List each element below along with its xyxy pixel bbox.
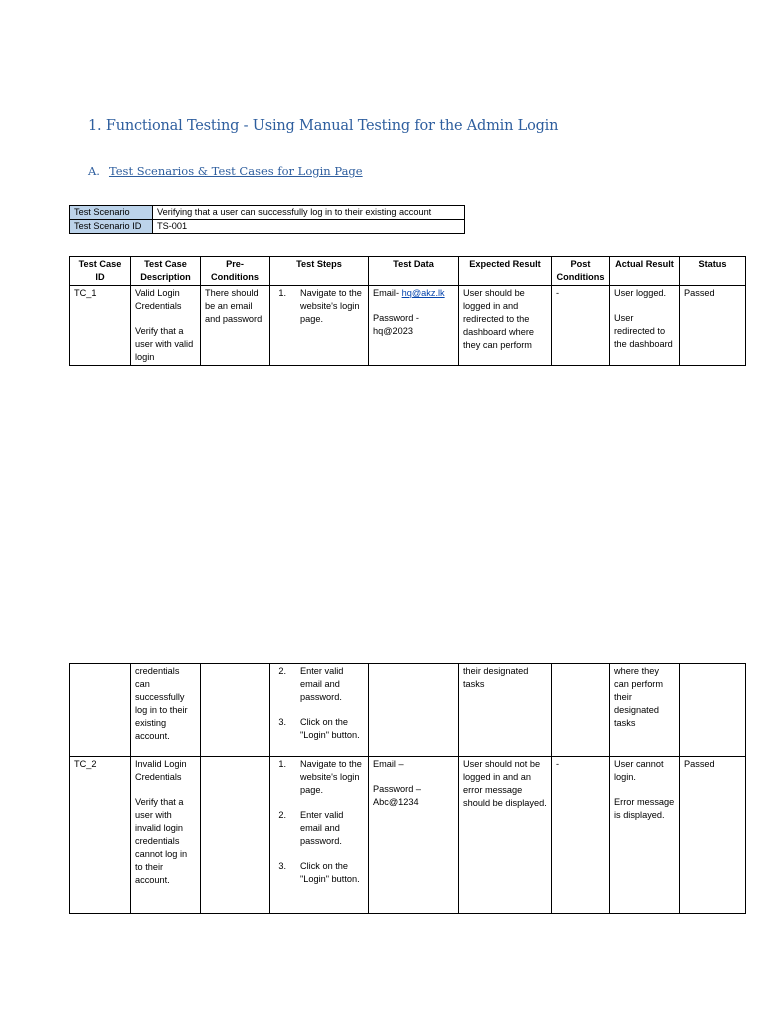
tc1-precondition-cont <box>201 664 270 757</box>
step-number: 1. <box>278 288 286 298</box>
col-header-expected: Expected Result <box>459 257 552 286</box>
tc2-description <box>131 757 201 914</box>
scenario-label: Test Scenario <box>70 206 153 220</box>
tc1-email <box>373 287 454 300</box>
section-heading <box>88 118 558 134</box>
step-item <box>274 860 364 886</box>
step-number: 2. <box>278 810 286 820</box>
tc2-id: TC_2 <box>70 757 131 914</box>
tc1-post: - <box>552 286 610 366</box>
subsection-title: Test Scenarios & Test Cases for Login Page <box>108 164 363 178</box>
col-header-post: Post Conditions <box>552 257 610 286</box>
email-link[interactable]: hq@akz.lk <box>401 288 445 298</box>
tc2-email: Email – <box>373 759 404 769</box>
tc2-actual-line2: Error message is displayed. <box>614 797 675 820</box>
scenario-id-value: TS-001 <box>153 220 465 234</box>
tc1-actual-line2: User redirected to the dashboard <box>614 313 673 349</box>
table-row <box>70 757 746 914</box>
tc1-post-cont <box>552 664 610 757</box>
step-number: 3. <box>278 861 286 871</box>
test-case-table-continued <box>69 663 746 914</box>
tc1-status: Passed <box>680 286 746 366</box>
subsection-heading <box>88 164 363 178</box>
scenario-table <box>69 205 465 234</box>
tc1-id: TC_1 <box>70 286 131 366</box>
col-header-data: Test Data <box>369 257 459 286</box>
step-text: Navigate to the website's login page. <box>300 288 362 324</box>
scenario-value: Verifying that a user can successfully log in to their existing account <box>153 206 465 220</box>
tc1-actual-line1: User logged. <box>614 288 667 298</box>
table-header-row <box>70 257 746 286</box>
table-row <box>70 664 746 757</box>
tc1-description-cont: credentials can successfully log in to their existing account. <box>131 664 201 757</box>
tc2-desc-title: Invalid Login Credentials <box>135 759 187 782</box>
scenario-row <box>70 206 465 220</box>
step-text: Enter valid email and password. <box>300 666 344 702</box>
step-text: Navigate to the website's login page. <box>300 759 362 795</box>
subsection-letter: A. <box>88 164 100 178</box>
tc2-post: - <box>552 757 610 914</box>
tc1-precondition: There should be an email and password <box>201 286 270 366</box>
step-text: Enter valid email and password. <box>300 810 344 846</box>
step-number: 3. <box>278 717 286 727</box>
step-number: 1. <box>278 759 286 769</box>
tc2-steps <box>270 757 369 914</box>
tc2-actual <box>610 757 680 914</box>
tc1-desc-title: Valid Login Credentials <box>135 288 182 311</box>
col-header-preconditions: Pre-Conditions <box>201 257 270 286</box>
tc1-password: Password - hq@2023 <box>373 313 419 336</box>
tc1-actual-cont: where they can perform their designated tasks <box>610 664 680 757</box>
step-item <box>274 716 364 742</box>
tc1-expected-cont: their designated tasks <box>459 664 552 757</box>
table-row <box>70 286 746 366</box>
col-header-status: Status <box>680 257 746 286</box>
tc1-email-label: Email- <box>373 288 400 298</box>
col-header-steps: Test Steps <box>270 257 369 286</box>
step-number: 2. <box>278 666 286 676</box>
step-text: Click on the "Login" button. <box>300 717 360 740</box>
tc2-precondition <box>201 757 270 914</box>
section-number: 1. <box>88 118 102 134</box>
tc1-steps <box>270 286 369 366</box>
scenario-id-label: Test Scenario ID <box>70 220 153 234</box>
tc1-id-cont <box>70 664 131 757</box>
tc1-description <box>131 286 201 366</box>
section-title: Functional Testing - Using Manual Testing for the Admin Login <box>105 118 559 134</box>
tc1-steps-cont <box>270 664 369 757</box>
tc1-test-data <box>369 286 459 366</box>
col-header-id: Test Case ID <box>70 257 131 286</box>
tc2-expected: User should not be logged in and an error message should be displayed. <box>459 757 552 914</box>
tc1-desc-body: Verify that a user with valid login <box>135 326 194 362</box>
tc2-actual-line1: User cannot login. <box>614 759 664 782</box>
step-item <box>274 287 364 326</box>
tc2-test-data <box>369 757 459 914</box>
tc2-password: Password – Abc@1234 <box>373 784 422 807</box>
col-header-description: Test Case Description <box>131 257 201 286</box>
tc1-actual <box>610 286 680 366</box>
tc1-test-data-cont <box>369 664 459 757</box>
test-case-table <box>69 256 746 366</box>
tc2-status: Passed <box>680 757 746 914</box>
scenario-id-row <box>70 220 465 234</box>
step-item <box>274 665 364 704</box>
tc2-desc-body: Verify that a user with invalid login credentials cannot log in to their account. <box>135 797 188 885</box>
step-text: Click on the "Login" button. <box>300 861 360 884</box>
step-item <box>274 809 364 848</box>
tc1-status-cont <box>680 664 746 757</box>
tc1-expected: User should be logged in and redirected to the dashboard where they can perform <box>459 286 552 366</box>
step-item <box>274 758 364 797</box>
col-header-actual: Actual Result <box>610 257 680 286</box>
